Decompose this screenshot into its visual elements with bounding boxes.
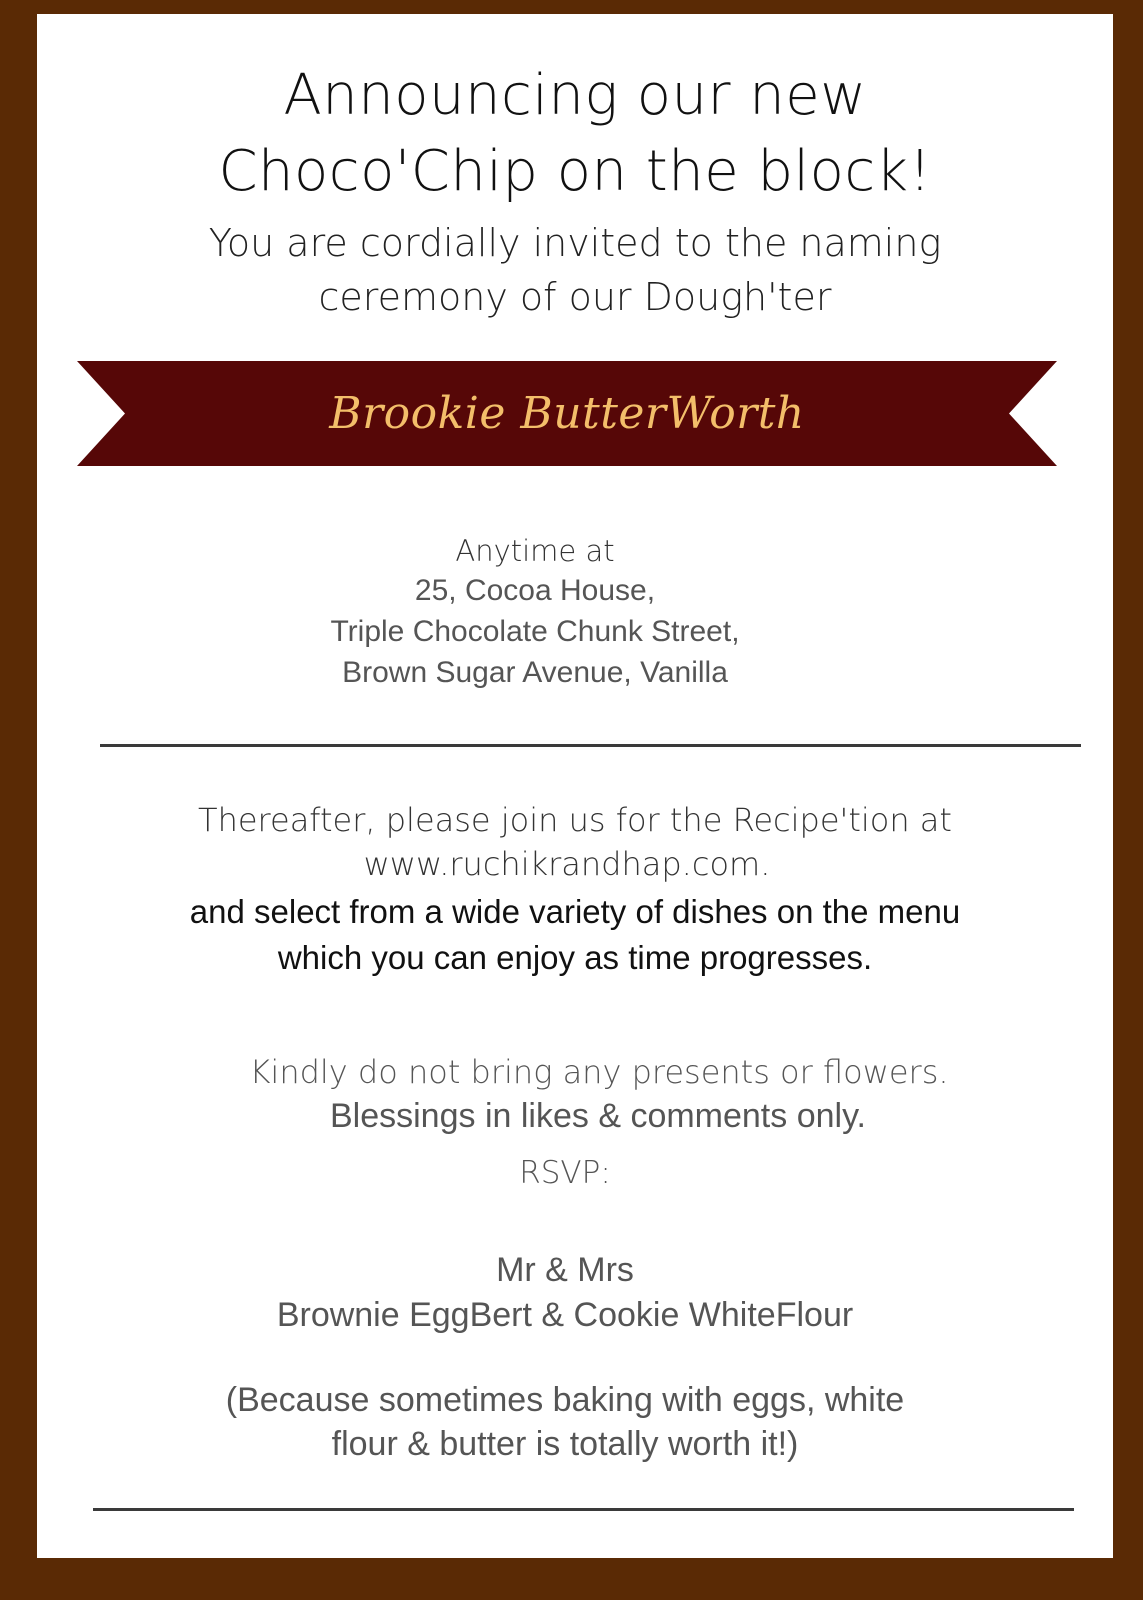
invitation-card [37, 14, 1113, 1558]
rsvp-hosts-line-1: Mr & Mrs [496, 1251, 634, 1289]
footnote-line-2: flour & butter is totally worth it!) [331, 1425, 799, 1463]
venue-lead: Anytime at [455, 534, 615, 568]
reception-line-1: Thereafter, please join us for the Recipe'tion at [198, 801, 952, 839]
heading-line-2: Choco'Chip on the block! [218, 139, 932, 204]
footnote-line-1: (Because sometimes baking with eggs, white [225, 1381, 905, 1419]
heading-line-1: Announcing our new [283, 63, 867, 128]
divider-bottom [93, 1508, 1074, 1511]
invitation-line-1: You are cordially invited to the naming [208, 221, 942, 265]
invitation-line-2: ceremony of our Dough'ter [318, 275, 832, 319]
venue-address-line-2: Triple Chocolate Chunk Street, [330, 615, 740, 648]
rsvp-label: RSVP: [519, 1155, 611, 1191]
baby-name: Brookie ButterWorth [329, 388, 805, 439]
gifts-line-2: Blessings in likes & comments only. [329, 1097, 866, 1135]
gifts-line-1: Kindly do not bring any presents or flowers. [249, 1053, 949, 1091]
divider-top [100, 744, 1081, 747]
reception-line-4: which you can enjoy as time progresses. [277, 939, 873, 976]
reception-line-3: and select from a wide variety of dishes on the menu [189, 893, 961, 930]
rsvp-hosts-line-2: Brownie EggBert & Cookie WhiteFlour [276, 1296, 854, 1334]
name-ribbon [77, 361, 1057, 466]
venue-address-line-3: Brown Sugar Avenue, Vanilla [342, 656, 728, 689]
reception-website: www.ruchikrandhap.com. [363, 845, 771, 883]
venue-address-line-1: 25, Cocoa House, [414, 574, 656, 607]
